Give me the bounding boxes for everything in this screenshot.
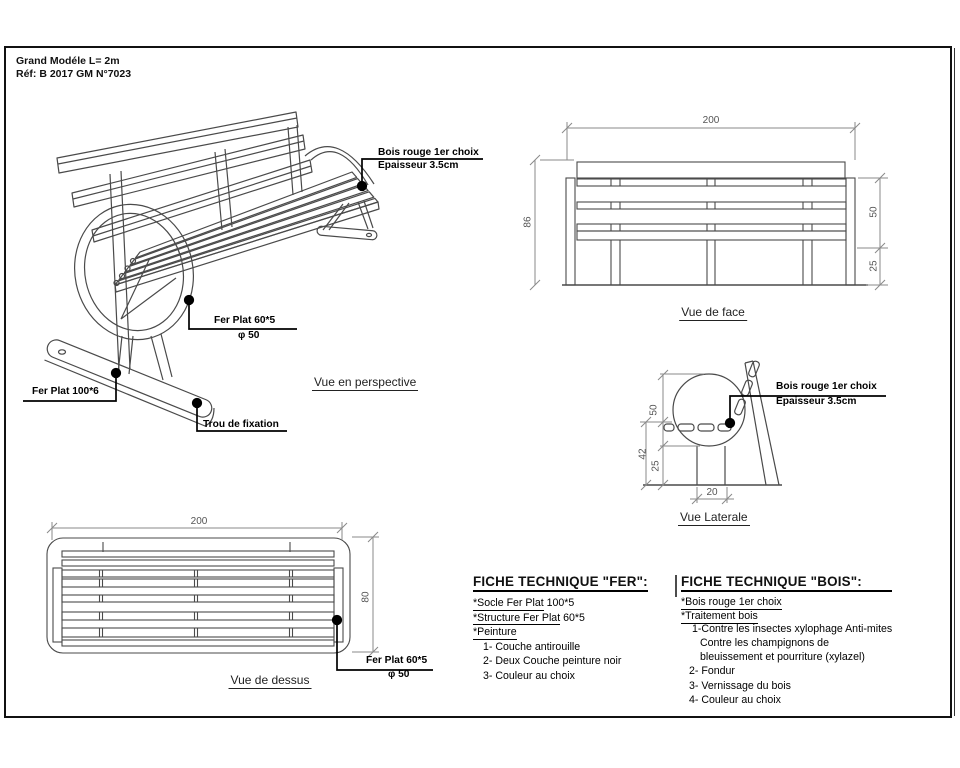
front-dim-base: 25 (868, 260, 880, 272)
fiche-bois (681, 574, 892, 707)
label-flat-iron-60: Fer Plat 60*5 (214, 315, 276, 326)
side-dim-clearance: 25 (650, 460, 662, 472)
front-dim-height: 86 (522, 216, 534, 228)
label-fixing-hole: Trou de fixation (203, 419, 279, 430)
fiche-fer (473, 574, 648, 684)
side-view-dimensions (637, 370, 734, 504)
fiche-fer-spec: *Peinture (473, 626, 517, 639)
label-phi-50: φ 50 (238, 330, 260, 341)
fiche-bois-item: 2- Fondur (689, 665, 735, 678)
fiche-fer-title: FICHE TECHNIQUE "FER": (473, 574, 648, 592)
label-flat-iron-100: Fer Plat 100*6 (32, 386, 99, 397)
caption-front-view: Vue de face (681, 305, 745, 319)
fiche-fer-item: 1- Couche antirouille (483, 640, 581, 653)
fiche-fer-spec: *Socle Fer Plat 100*5 (473, 597, 575, 609)
fiche-bois-item: 1-Contre les insectes xylophage Anti-mites (692, 623, 893, 636)
label-wood-thickness: Epaisseur 3.5cm (378, 160, 459, 171)
top-dim-depth: 80 (360, 591, 372, 603)
side-view-drawing (643, 360, 782, 485)
side-dim-ring: 50 (648, 404, 660, 416)
fiche-fer-spec: *Structure Fer Plat 60*5 (473, 611, 585, 624)
fiche-bois-spec: *Traitement bois (681, 610, 758, 623)
front-view-drawing (562, 162, 868, 285)
side-label-wood-thickness: Epaisseur 3.5cm (776, 396, 857, 407)
side-dim-leg-width: 20 (706, 487, 718, 498)
caption-top-view: Vue de dessus (230, 673, 310, 687)
sheet-title: Grand Modéle L= 2m (16, 55, 120, 67)
fiche-fer-item: 2- Deux Couche peinture noir (483, 655, 622, 668)
top-dim-width: 200 (190, 516, 208, 527)
top-view-drawing (47, 538, 350, 653)
fiche-bois-item: 4- Couleur au choix (689, 694, 781, 706)
front-dim-back: 50 (868, 206, 880, 218)
fiche-bois-item: 3- Vernissage du bois (689, 679, 791, 692)
front-view-dimensions (530, 122, 888, 290)
sheet-reference: Réf: B 2017 GM N°7023 (16, 68, 132, 80)
side-label-wood-choice: Bois rouge 1er choix (776, 381, 877, 392)
fiche-bois-spec: *Bois rouge 1er choix (681, 596, 782, 608)
fiche-bois-item: bleuissement et pourriture (xylazel) (700, 650, 865, 663)
top-label-phi-50: φ 50 (388, 669, 410, 680)
front-dim-width: 200 (702, 115, 720, 126)
caption-side-view: Vue Laterale (680, 510, 748, 524)
label-wood-choice: Bois rouge 1er choix (378, 147, 479, 158)
caption-perspective: Vue en perspective (314, 375, 417, 389)
fiche-bois-item: Contre les champignons de (700, 637, 829, 649)
top-label-flat-iron-60: Fer Plat 60*5 (366, 655, 428, 666)
fiche-fer-item: 3- Couleur au choix (483, 669, 575, 682)
fiche-bois-title: FICHE TECHNIQUE "BOIS": (681, 574, 892, 592)
side-dim-seat-h: 42 (637, 448, 649, 460)
